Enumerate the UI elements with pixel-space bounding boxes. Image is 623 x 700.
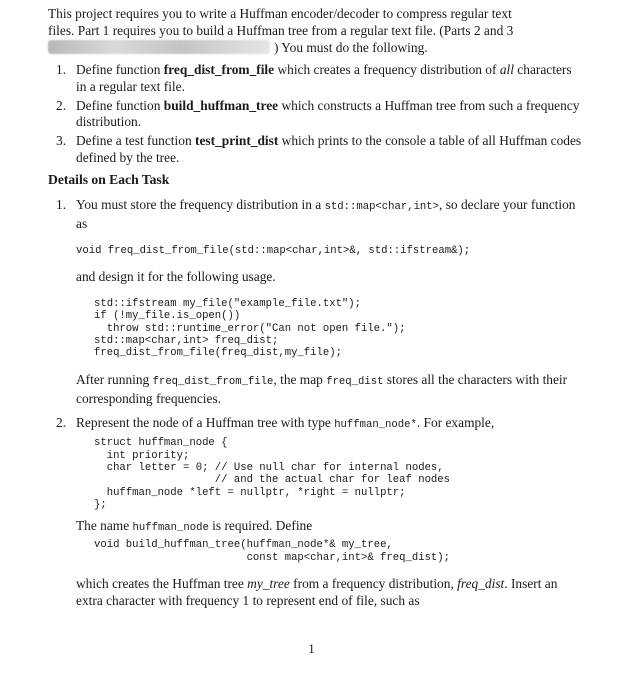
- after-running-text: After running freq_dist_from_file, the map freq_dist stores all the characters with their corresponding frequencies.: [76, 371, 568, 406]
- code-struct: struct huffman_node { int priority; char letter = 0; // Use null char for internal nodes, // and the actual char for leaf nodes huffman_node *left = nullptr, *right = nullptr; };: [94, 437, 451, 512]
- usage-intro: and design it for the following usage.: [76, 269, 276, 284]
- obscured-text: [48, 40, 270, 54]
- function-name: test_print_dist: [195, 133, 279, 149]
- intro-line-3: ) You must do the following.: [48, 40, 583, 57]
- code-usage: std::ifstream my_file("example_file.txt"); if (!my_file.is_open()) throw std::runtime_error("Can not open file."); std::map<char,int> freq_dist; freq_dist_from_file(freq_dist,my_file);: [94, 297, 406, 360]
- code-build-tree: void build_huffman_tree(huffman_node*& my_tree, const map<char,int>& freq_dist);: [94, 539, 451, 564]
- page-number: 1: [308, 641, 315, 656]
- details-list: [56, 197, 583, 610]
- details-item-1: 1. You must store the frequency distribution in a std::map<char,int>, so declare your function as void freq_dist_from_file(std::map<char,int>&, std::ifstream&); and design it for the following usage. std::ifstream my_file("example_file.txt"); if (!my_file.is_open()) throw std::runtime_error("Can not open file."); std::map<char,int> freq_dist; freq_dist_from_file(freq_dist,my_file); After running freq_dist_from_file, the map freq_dist stores all the characters with their corresponding frequencies.: [56, 197, 583, 415]
- function-name: freq_dist_from_file: [163, 62, 275, 77]
- intro-line-1: This project requires you to write a Huffman encoder/decoder to compress regular text: [48, 6, 512, 21]
- details-item-2: 2. Represent the node of a Huffman tree with type huffman_node*. For example, struct huffman_node { int priority; char letter = 0; // Use null char for internal nodes, // and the actual char for leaf nodes huffman_node *left = nullptr, *right = nullptr; }; The name huffman_node is required. Define void build_huffman_tree(huffman_node*& my_tree, const map<char,int>& freq_dist); which creates the Huffman tree my_tree from a frequency distribution, freq_dist. Insert an extra character with frequency 1 to represent end of file, such as: [56, 415, 583, 609]
- final-paragraph: which creates the Huffman tree my_tree from a frequency distribution, freq_dist. Insert an extra character with frequency 1 to represent end of file, such as: [76, 576, 558, 609]
- intro-line-2: files. Part 1 requires you to build a Huffman tree from a regular text file. (Parts 2 and 3: [48, 22, 514, 38]
- section-heading: Details on Each Task: [48, 172, 170, 187]
- task-list: [56, 62, 583, 169]
- code-declaration: void freq_dist_from_file(std::map<char,int>&, std::ifstream&);: [76, 244, 471, 257]
- task-item-2: 2. Define function build_huffman_tree which constructs a Huffman tree from such a frequency distribution.: [56, 97, 580, 130]
- task-item-1: 1. Define function freq_dist_from_file which creates a frequency distribution of all characters in a regular text file.: [56, 62, 572, 94]
- function-name: build_huffman_tree: [163, 97, 279, 113]
- task-item-3: 3. Define a test function test_print_dist which prints to the console a table of all Huffman codes defined by the tree.: [56, 133, 582, 165]
- intro-paragraph: [48, 6, 583, 56]
